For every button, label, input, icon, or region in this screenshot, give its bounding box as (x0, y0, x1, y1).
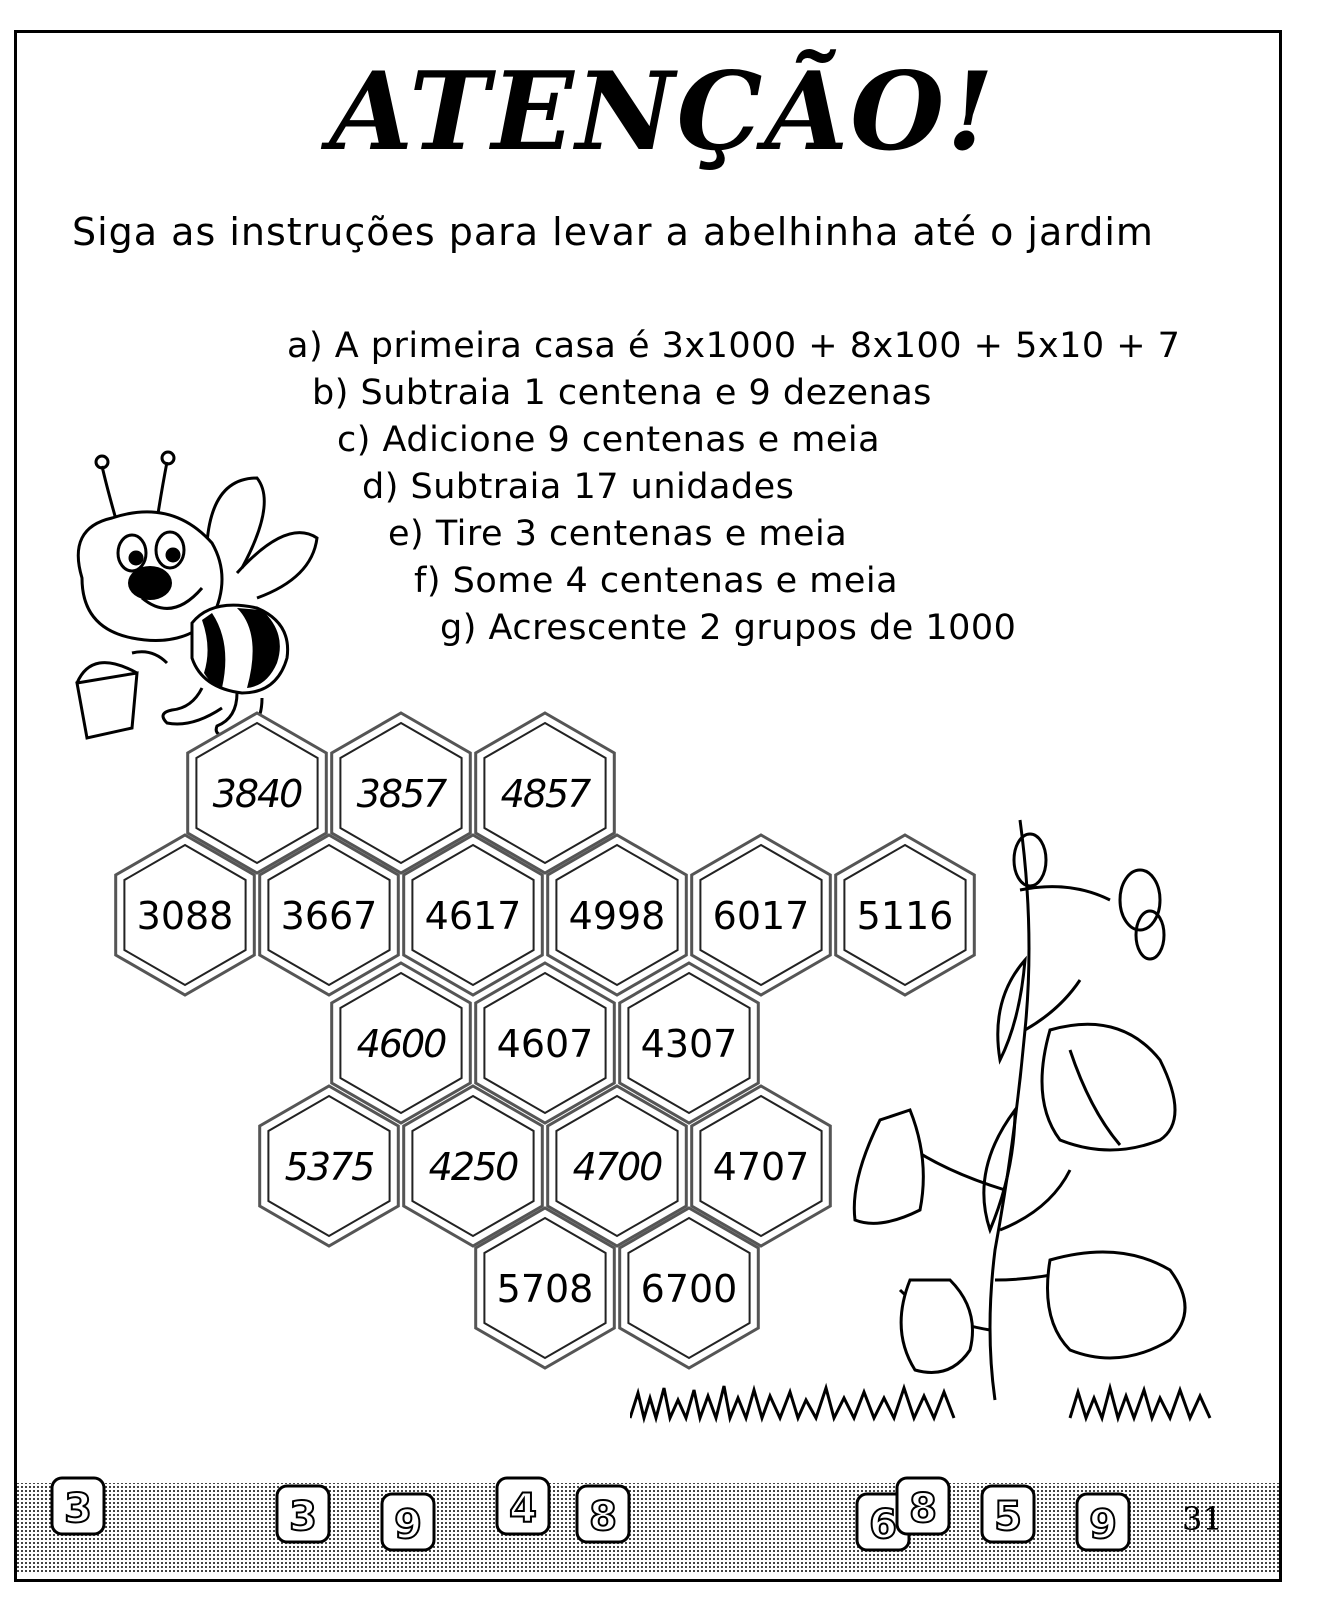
flower-illustration-icon (820, 810, 1210, 1410)
cell-number: 4617 (424, 894, 522, 938)
tile-digit: 6 (869, 1502, 897, 1548)
cell-number: 3667 (280, 894, 378, 938)
instruction-g: g) Acrescente 2 grupos de 1000 (440, 608, 1017, 648)
strip-digit-tile (577, 1486, 629, 1542)
cell-number: 4857 (500, 772, 590, 816)
instruction-c: c) Adicione 9 centenas e meia (337, 420, 881, 460)
page-title: ATENÇÃO! (329, 49, 996, 175)
tile-digit: 8 (909, 1486, 937, 1532)
cell-number: 6700 (640, 1267, 738, 1311)
instruction-b: b) Subtraia 1 centena e 9 dezenas (312, 373, 932, 413)
tile-digit: 8 (589, 1494, 617, 1540)
instruction-f: f) Some 4 centenas e meia (414, 561, 899, 601)
cell-number: 5708 (496, 1267, 594, 1311)
instruction-a: a) A primeira casa é 3x1000 + 8x100 + 5x10 + 7 (287, 326, 1181, 366)
cell-number: 4600 (356, 1022, 446, 1066)
cell-number: 4700 (572, 1145, 662, 1189)
page-number: 31 (1182, 1500, 1223, 1538)
strip-digit-tile (382, 1494, 434, 1550)
tile-digit: 5 (994, 1494, 1022, 1540)
cell-number: 5116 (856, 894, 954, 938)
cell-number: 4998 (568, 894, 666, 938)
cell-number: 4607 (496, 1022, 594, 1066)
strip-digit-tile (897, 1478, 949, 1534)
tile-digit: 9 (1089, 1502, 1117, 1548)
cell-number: 5375 (284, 1145, 374, 1189)
instruction-e: e) Tire 3 centenas e meia (388, 514, 848, 554)
cell-number: 3857 (356, 772, 446, 816)
tile-digit: 9 (394, 1502, 422, 1548)
instruction-d: d) Subtraia 17 unidades (362, 467, 795, 507)
strip-digit-tile (497, 1478, 549, 1534)
strip-digit-tile (277, 1486, 329, 1542)
cell-number: 3088 (136, 894, 234, 938)
tile-digit: 3 (289, 1494, 317, 1540)
bottom-strip (17, 1458, 1279, 1576)
tile-digit: 3 (64, 1486, 92, 1532)
cell-number: 4250 (428, 1145, 518, 1189)
cell-number: 3840 (212, 772, 302, 816)
strip-digit-tile (1077, 1494, 1129, 1550)
strip-digit-tile (52, 1478, 104, 1534)
grass-illustration-icon (630, 1378, 1220, 1438)
cell-number: 6017 (712, 894, 810, 938)
cell-number: 4307 (640, 1022, 738, 1066)
tile-digit: 4 (509, 1486, 537, 1532)
cell-number: 4707 (712, 1145, 810, 1189)
subtitle: Siga as instruções para levar a abelhinha até o jardim (72, 210, 1154, 254)
honeycomb-cell (692, 835, 831, 995)
strip-digit-tile (982, 1486, 1034, 1542)
